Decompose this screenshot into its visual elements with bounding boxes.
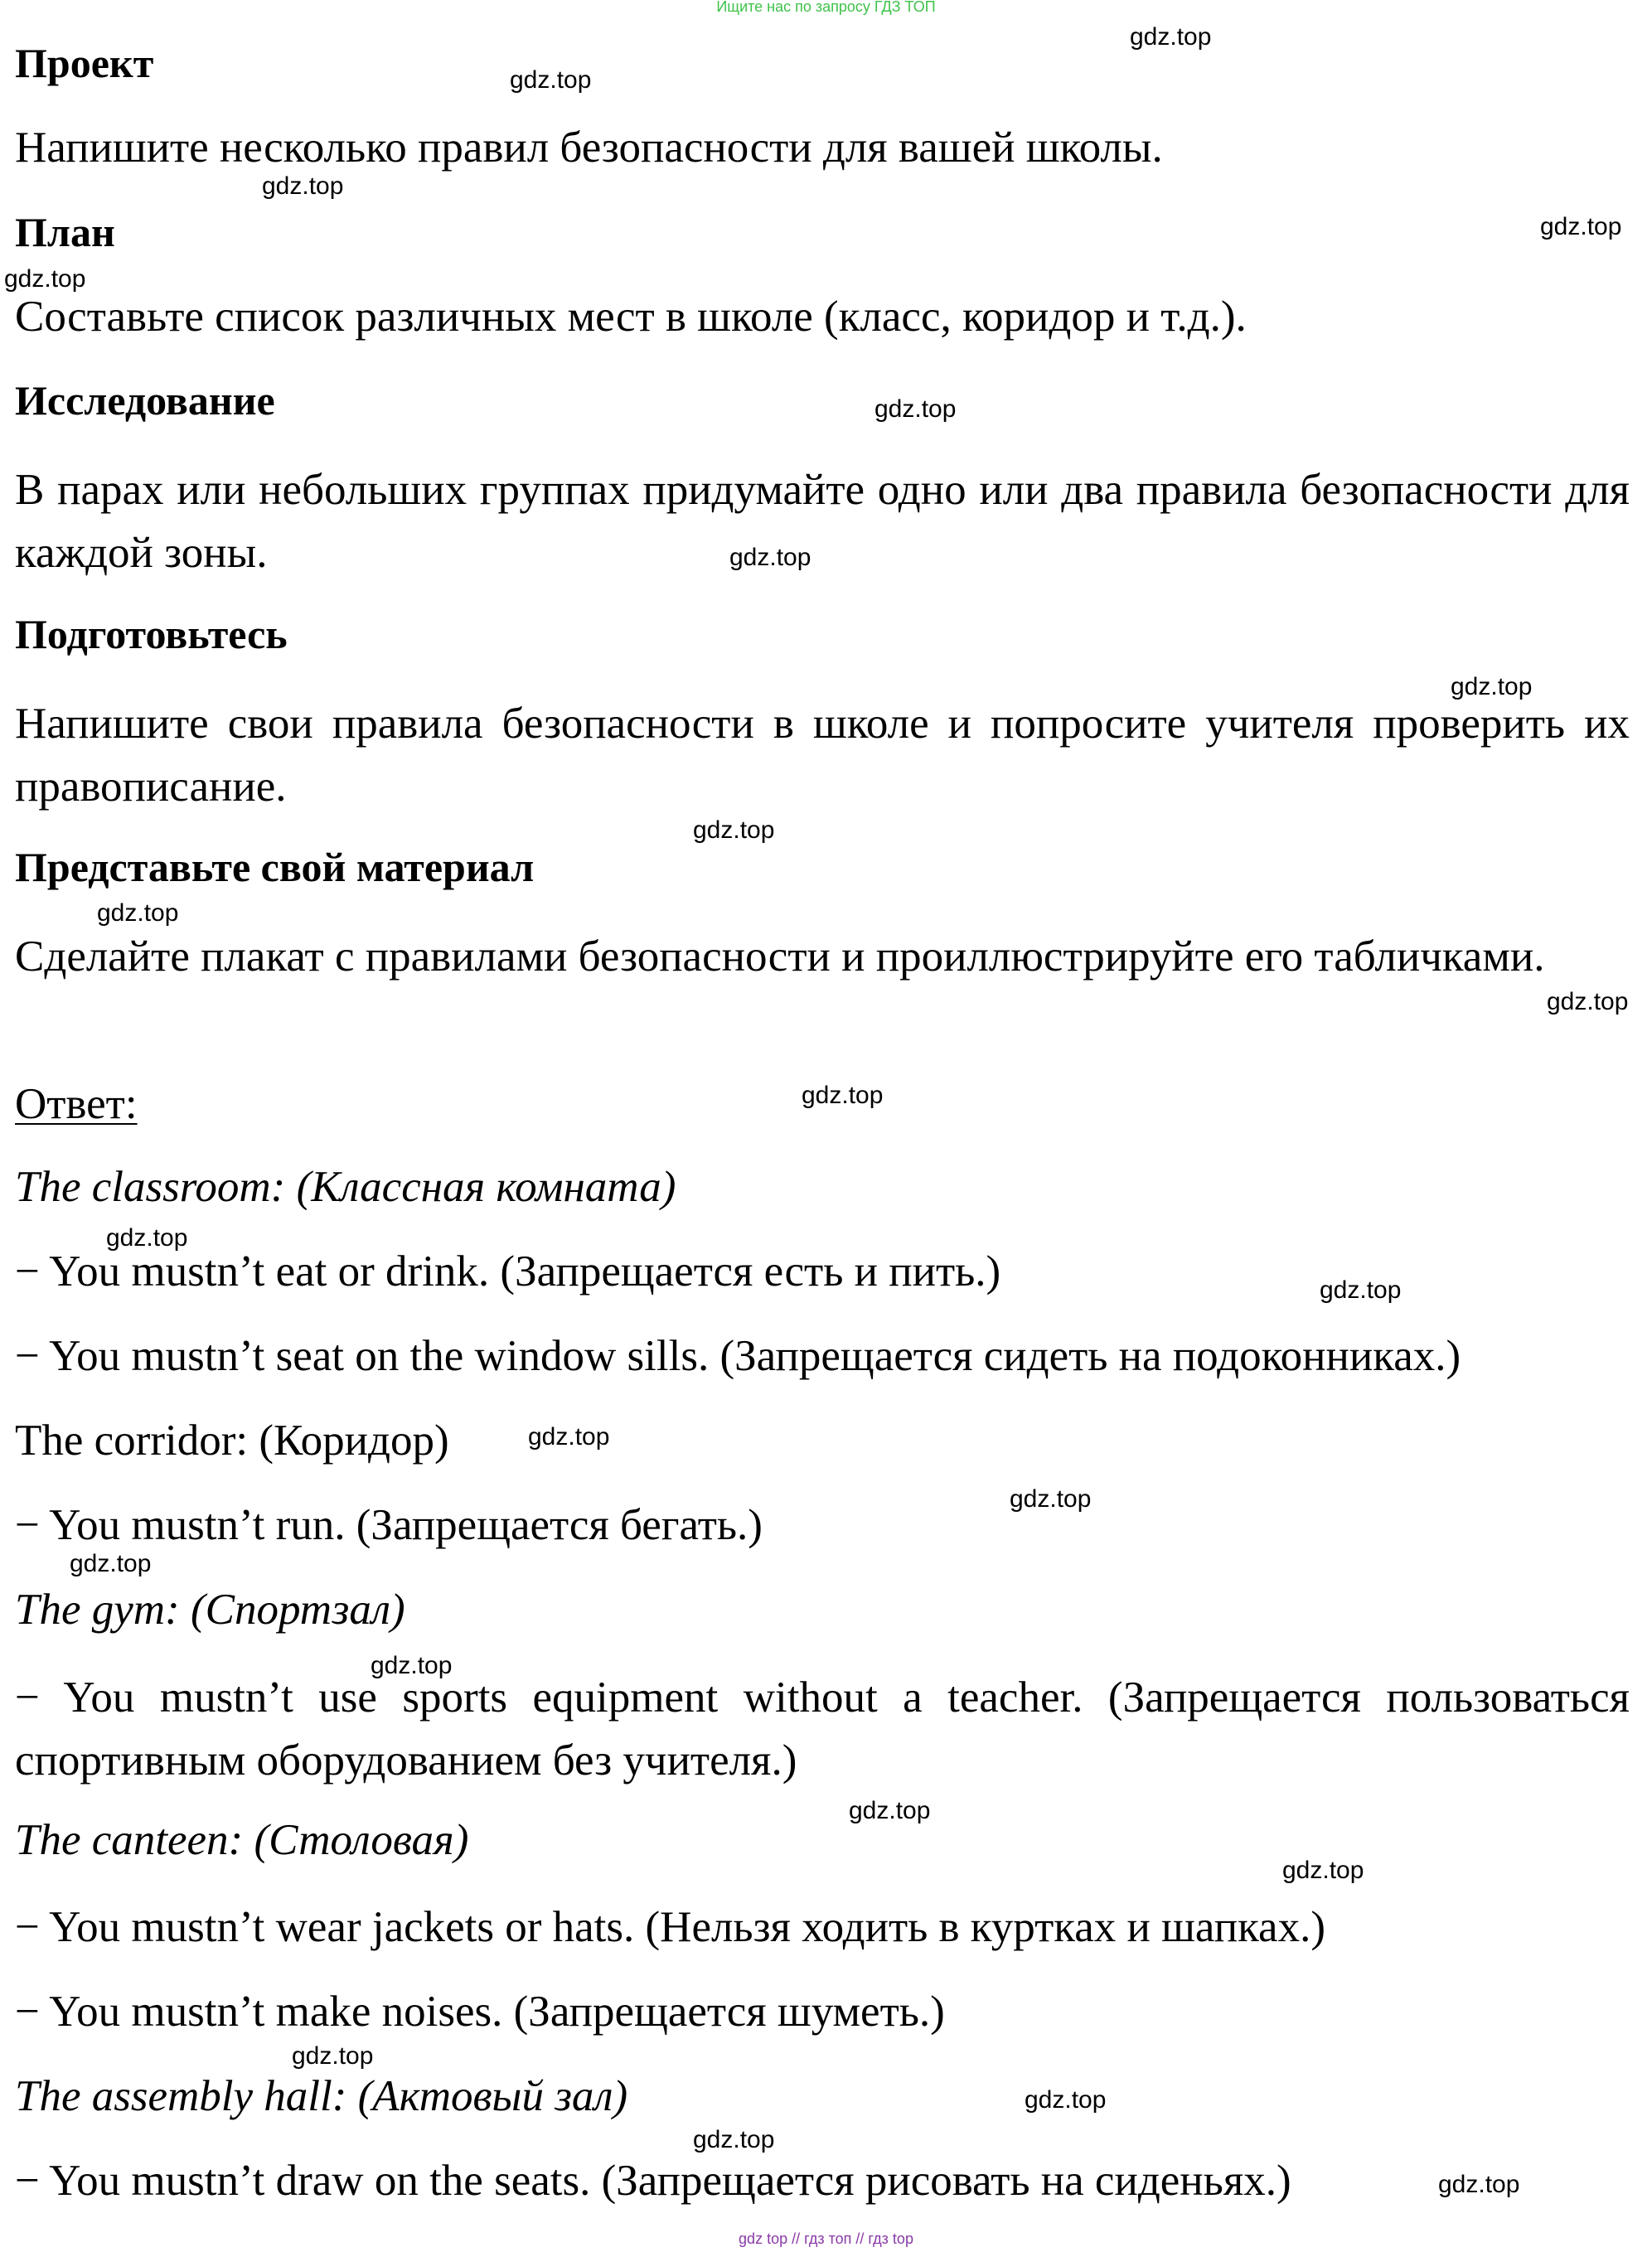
watermark: gdz.top [292,2042,374,2070]
research-text: В парах или небольших группах придумайте одно или два правила безопасности для каждой зоны. [15,466,1630,577]
watermark: gdz.top [1010,1485,1092,1513]
corridor-heading: The corridor: (Коридор) [15,1417,449,1465]
bottom-note: gdz top // гдз топ // гдз top [739,2230,913,2247]
watermark: gdz.top [1540,213,1622,240]
project-heading: Проект [15,40,154,86]
present-heading: Представьте свой материал [15,844,535,890]
watermark: gdz.top [70,1550,152,1577]
classroom-heading: The classroom: (Классная комната) [15,1163,676,1211]
watermark: gdz.top [371,1652,453,1679]
watermark: gdz.top [1282,1857,1364,1884]
watermark: gdz.top [693,2126,775,2153]
watermark: gdz.top [849,1797,931,1824]
plan-heading: План [15,209,115,255]
hall-heading: The assembly hall: (Актовый зал) [15,2072,628,2120]
project-text: Напишите несколько правил безопасности для вашей школы. [15,123,1163,172]
prepare-heading: Подготовьтесь [15,611,288,657]
watermark: gdz.top [874,395,957,423]
corridor-rule-1: − You mustn’t run. (Запрещается бегать.) [15,1501,763,1549]
watermark: gdz.top [97,899,179,927]
classroom-rule-2: − You mustn’t seat on the window sills. (Запрещается сидеть на подоконниках.) [15,1332,1461,1380]
canteen-rule-2: − You mustn’t make noises. (Запрещается шуметь.) [15,1988,945,2036]
watermark: gdz.top [1130,23,1212,51]
watermark: gdz.top [1547,988,1629,1015]
watermark: gdz.top [1451,673,1533,700]
watermark: gdz.top [729,544,811,571]
canteen-rule-1: − You mustn’t wear jackets or hats. (Нельзя ходить в куртках и шапках.) [15,1903,1325,1951]
watermark: gdz.top [1025,2086,1107,2114]
watermark: gdz.top [4,265,86,293]
watermark: gdz.top [106,1224,188,1252]
classroom-rule-1: − You mustn’t eat or drink. (Запрещается есть и пить.) [15,1247,1001,1296]
gym-heading: The gym: (Спортзал) [15,1586,405,1634]
answer-label: Ответ: [15,1080,138,1128]
watermark: gdz.top [1320,1276,1402,1304]
research-heading: Исследование [15,377,275,424]
watermark: gdz.top [262,172,344,200]
plan-text: Составьте список различных мест в школе (класс, коридор и т.д.). [15,293,1247,341]
watermark: gdz.top [510,66,592,94]
gym-rule-1: − You mustn’t use sports equipment without a teacher. (Запрещается пользоваться спортивным оборудованием без учителя.) [15,1673,1630,1785]
prepare-text: Напишите свои правила безопасности в школе и попросите учителя проверить их правописание. [15,700,1630,811]
watermark: gdz.top [1438,2171,1520,2198]
top-note: Ищите нас по запросу ГДЗ ТОП [716,0,936,15]
watermark: gdz.top [528,1423,610,1450]
watermark: gdz.top [802,1082,884,1109]
present-text: Сделайте плакат с правилами безопасности и проиллюстрируйте его табличками. [15,932,1545,981]
hall-rule-1: − You mustn’t draw on the seats. (Запрещается рисовать на сиденьях.) [15,2157,1291,2205]
canteen-heading: The canteen: (Столовая) [15,1816,469,1864]
watermark: gdz.top [693,816,775,844]
